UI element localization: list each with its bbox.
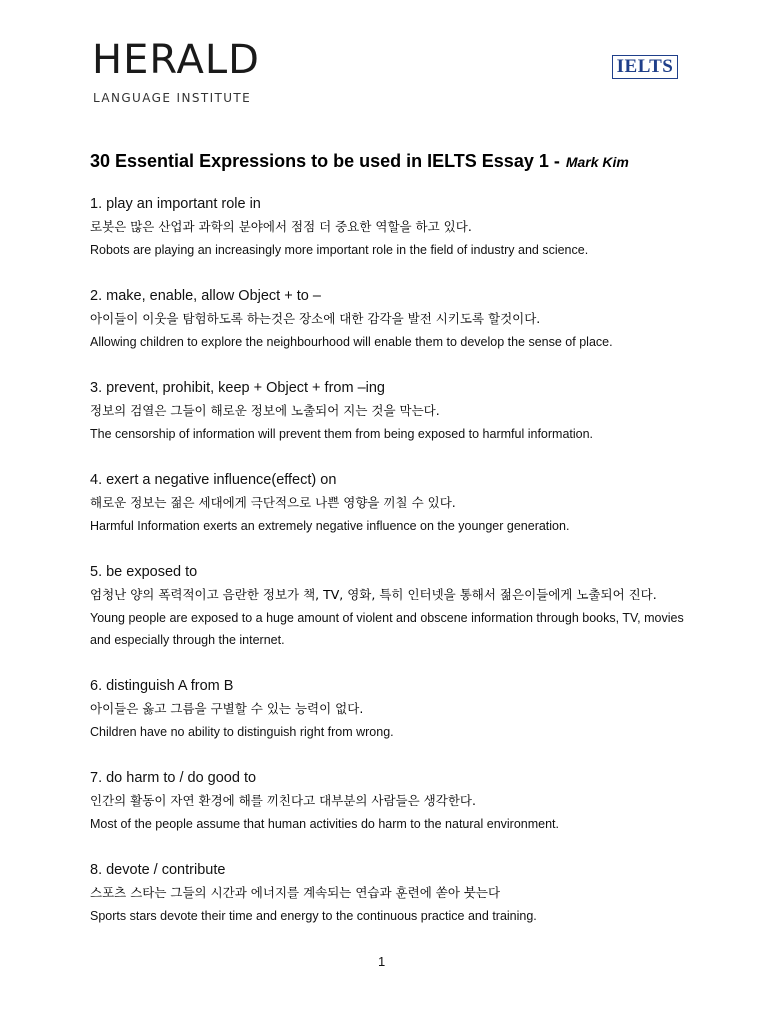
document-title-text: 30 Essential Expressions to be used in IELTS Essay 1 -: [90, 151, 560, 171]
expression-phrase: 4. exert a negative influence(effect) on: [90, 472, 337, 488]
herald-logo-subtitle: LANGUAGE INSTITUTE: [93, 91, 252, 105]
expression-korean-example: 엄청난 양의 폭력적이고 음란한 정보가 책, TV, 영화, 특히 인터넷을 통해서 젊은이들에게 노출되어 진다.: [90, 587, 657, 602]
expression-english-example: Most of the people assume that human activities do harm to the natural environment.: [90, 817, 560, 831]
expression-english-example: Harmful Information exerts an extremely negative influence on the younger generation.: [90, 519, 570, 533]
expression-item: [90, 194, 690, 261]
expression-english-example: Robots are playing an increasingly more important role in the field of industry and science.: [90, 243, 589, 257]
expression-english-example: Children have no ability to distinguish right from wrong.: [90, 725, 394, 739]
expressions-list: [90, 194, 690, 952]
herald-logo-title: HERALD: [92, 37, 260, 83]
expression-english-example: Sports stars devote their time and energy to the continuous practice and training.: [90, 909, 537, 923]
expression-phrase: 2. make, enable, allow Object + to –: [90, 288, 321, 304]
expression-english-example: Young people are exposed to a huge amount of violent and obscene information through books, TV, movies and especially through the internet.: [90, 611, 684, 647]
expression-english-example: The censorship of information will prevent them from being exposed to harmful information.: [90, 427, 594, 441]
expression-korean-example: 인간의 활동이 자연 환경에 해를 끼친다고 대부분의 사람들은 생각한다.: [90, 793, 476, 808]
page-number: 1: [378, 954, 386, 969]
expression-english-example: Allowing children to explore the neighbourhood will enable them to develop the sense of place.: [90, 335, 613, 349]
expression-korean-example: 아이들은 옳고 그름을 구별할 수 있는 능력이 없다.: [90, 701, 364, 716]
ielts-badge: IELTS: [612, 55, 678, 79]
expression-korean-example: 로봇은 많은 산업과 과학의 분야에서 점점 더 중요한 역할을 하고 있다.: [90, 219, 472, 234]
document-author: Mark Kim: [565, 154, 629, 170]
expression-korean-example: 해로운 정보는 젊은 세대에게 극단적으로 나쁜 영향을 끼칠 수 있다.: [90, 495, 456, 510]
expression-phrase: 8. devote / contribute: [90, 862, 226, 878]
expression-korean-example: 정보의 검열은 그들이 해로운 정보에 노출되어 지는 것을 막는다.: [90, 403, 440, 418]
expression-item: [90, 768, 690, 835]
expression-phrase: 5. be exposed to: [90, 564, 198, 580]
expression-item: [90, 860, 690, 927]
expression-korean-example: 아이들이 이웃을 탐험하도록 하는것은 장소에 대한 감각을 발전 시키도록 할것이다.: [90, 311, 541, 326]
expression-item: [90, 286, 690, 353]
expression-item: [90, 470, 690, 537]
expression-item: [90, 562, 690, 651]
document-title: [90, 151, 629, 172]
expression-phrase: 1. play an important role in: [90, 196, 261, 212]
expression-korean-example: 스포츠 스타는 그들의 시간과 에너지를 계속되는 연습과 훈련에 쏟아 붓는다: [90, 885, 501, 900]
page-header: [88, 36, 678, 106]
expression-phrase: 6. distinguish A from B: [90, 678, 234, 694]
expression-phrase: 3. prevent, prohibit, keep + Object + from –ing: [90, 380, 385, 396]
expression-phrase: 7. do harm to / do good to: [90, 770, 257, 786]
expression-item: [90, 676, 690, 743]
expression-item: [90, 378, 690, 445]
